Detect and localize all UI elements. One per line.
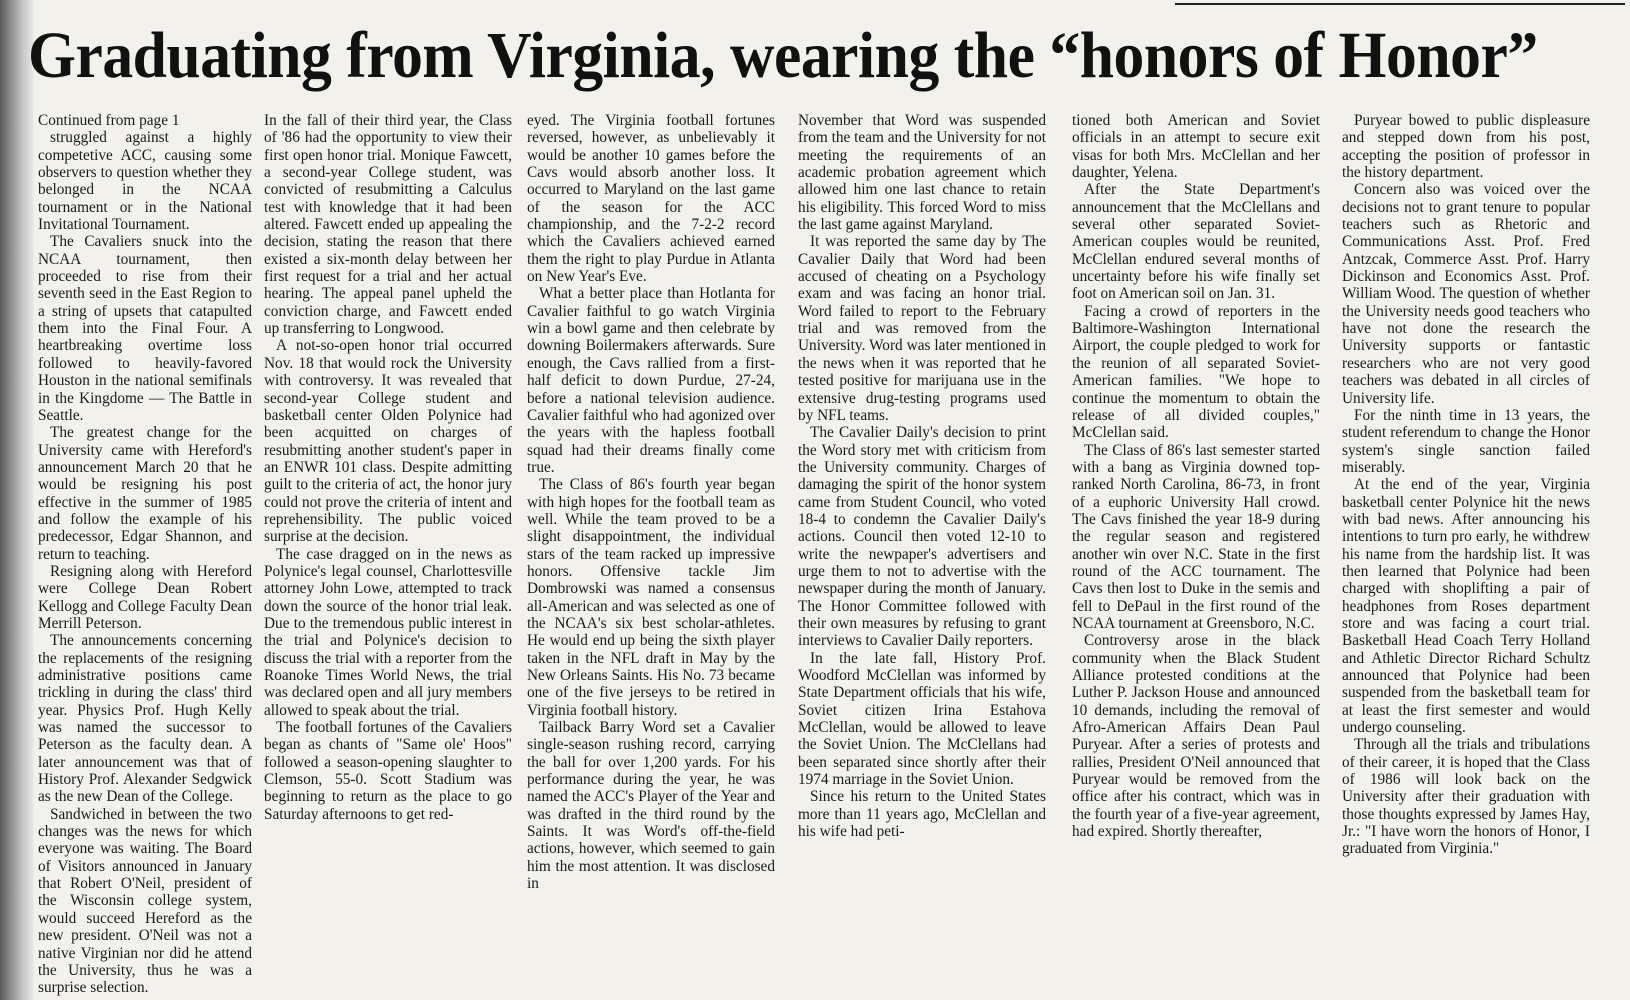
- article-column-6: [1342, 112, 1590, 858]
- article-paragraph: The Cavaliers snuck into the NCAA tournament, then proceeded to rise from their seventh seed in the East Region to a string of upsets that catapulted them into the Final Four. A heartbreaking overtime loss followed to heavily-favored Houston in the national semifinals in the Kingdome — The Battle in Seattle.: [38, 233, 252, 424]
- article-column-4: [798, 112, 1046, 840]
- top-rule: [1175, 3, 1625, 5]
- article-paragraph: What a better place than Hotlanta for Cavalier faithful to go watch Virginia win a bowl game and then celebrate by downing Boilermakers afterwards. Sure enough, the Cavs rallied from a first-half deficit to down Purdue, 27-24, before a national television audience. Cavalier faithful who had agonized over the years with the hapless football squad had their dreams finally come true.: [527, 285, 775, 476]
- article-paragraph: A not-so-open honor trial occurred Nov. 18 that would rock the University with controversy. It was revealed that second-year College student and basketball center Olden Polynice had been acquitted on charges of resubmitting another student's paper in an ENWR 101 class. Despite admitting guilt to the criteria of act, the honor jury could not prove the criteria of intent and reprehensibility. The public voiced surprise at the decision.: [264, 337, 512, 546]
- article-paragraph: Puryear bowed to public displeasure and stepped down from his post, accepting the position of professor in the history department.: [1342, 112, 1590, 182]
- article-paragraph: In the fall of their third year, the Class of '86 had the opportunity to view their first open honor trial. Monique Fawcett, a second-year College student, was convicted of resubmitting a Calculus test with knowledge that it had been altered. Fawcett ended up appealing the decision, stating the reason that there existed a six-month delay between her first request for a trial and her actual hearing. The appeal panel upheld the conviction charge, and Fawcett ended up transferring to Longwood.: [264, 112, 512, 338]
- article-paragraph: Since his return to the United States more than 11 years ago, McClellan and his wife had peti-: [798, 788, 1046, 841]
- article-paragraph: Continued from page 1: [38, 112, 180, 129]
- article-paragraph: Facing a crowd of reporters in the Baltimore-Washington International Airport, the couple pledged to work for the reunion of all separated Soviet-American families. "We hope to continue the momentum to obtain the release of all divided couples," McClellan said.: [1072, 302, 1320, 442]
- article-column-5: [1072, 112, 1320, 840]
- article-paragraph: Sandwiched in between the two changes was the news for which everyone was waiting. The Board of Visitors announced in January that Robert O'Neil, president of the Wisconsin college system, would succeed Hereford as the new president. O'Neil was not a native Virginian nor did he attend the University, thus he was a surprise selection.: [38, 805, 252, 997]
- article-paragraph: It was reported the same day by The Cavalier Daily that Word had been accused of cheating on a Psychology exam and was facing an honor trial. Word failed to report to the February trial and was removed from the University. Word was later mentioned in the news when it was reported that he tested positive for marijuana use in the extensive drug-testing programs used by NFL teams.: [798, 233, 1046, 424]
- article-paragraph: The Class of 86's fourth year began with high hopes for the football team as well. While the team proved to be a slight disappointment, the individual stars of the team racked up impressive honors. Offensive tackle Jim Dombrowski was named a consensus all-American and was selected as one of the NCAA's six best scholar-athletes. He would end up being the sixth player taken in the NFL draft in May by the New Orleans Saints. His No. 73 became one of the five jerseys to be retired in Virginia football history.: [527, 476, 775, 719]
- article-paragraph: In the late fall, History Prof. Woodford McClellan was informed by State Department officials that his wife, Soviet citizen Irina Estahova McClellan, would be allowed to leave the Soviet Union. The McClellans had been separated since shortly after their 1974 marriage in the Soviet Union.: [798, 649, 1046, 789]
- article-column-1: [38, 112, 252, 997]
- article-paragraph: The football fortunes of the Cavaliers began as chants of "Same ole' Hoos" followed a season-opening slaughter to Clemson, 55-0. Scott Stadium was beginning to return as the place to go Saturday afternoons to get red-: [264, 719, 512, 823]
- article-paragraph: struggled against a highly competetive ACC, causing some observers to question whether they belonged in the NCAA tournament or in the National Invitational Tournament.: [38, 129, 252, 234]
- article-paragraph: tioned both American and Soviet officials in an attempt to secure exit visas for both Mrs. McClellan and her daughter, Yelena.: [1072, 112, 1320, 182]
- article-paragraph: The Class of 86's last semester started with a bang as Virginia downed top-ranked North Carolina, 86-73, in front of a euphoric University Hall crowd. The Cavs finished the year 18-9 during the regular season and registered another win over N.C. State in the first round of the ACC tournament. The Cavs then lost to Duke in the semis and fell to DePaul in the first round of the NCAA tournament at Greensboro, N.C.: [1072, 441, 1320, 632]
- article-paragraph: The greatest change for the University came with Hereford's announcement March 20 that he would be resigning his post effective in the summer of 1985 and follow the example of his predecessor, Edgar Shannon, and return to teaching.: [38, 424, 252, 563]
- article-paragraph: Tailback Barry Word set a Cavalier single-season rushing record, carrying the ball for over 1,200 yards. For his performance during the year, he was named the ACC's Player of the Year and was drafted in the third round by the Saints. It was Word's off-the-field actions, however, which seemed to gain him the most attention. It was disclosed in: [527, 719, 775, 893]
- article-paragraph: Through all the trials and tribulations of their career, it is hoped that the Class of 1986 will look back on the University after their graduation with those thoughts expressed by James Hay, Jr.: "I have worn the honors of Honor, I graduated from Virginia.": [1342, 736, 1590, 858]
- article-paragraph: November that Word was suspended from the team and the University for not meeting the requirements of an academic probation agreement which allowed him one last chance to retain his eligibility. This forced Word to miss the last game against Maryland.: [798, 112, 1046, 234]
- article-paragraph: After the State Department's announcement that the McClellans and several other separated Soviet-American couples would be reunited, McClellan endured several months of uncertainty before his wife finally set foot on American soil on Jan. 31.: [1072, 181, 1320, 303]
- article-paragraph: The case dragged on in the news as Polynice's legal counsel, Charlottesville attorney John Lowe, attempted to track down the source of the honor trial leak. Due to the tremendous public interest in the trial and Polynice's decision to discuss the trial with a reporter from the Roanoke Times World News, the trial was declared open and all jury members allowed to speak about the trial.: [264, 545, 512, 719]
- page-gutter-shadow: [0, 0, 34, 1000]
- article-paragraph: Controversy arose in the black community when the Black Student Alliance protested conditions at the Luther P. Jackson House and announced 10 demands, including the removal of Afro-American Affairs Dean Paul Puryear. After a series of protests and rallies, President O'Neil announced that Puryear would be removed from the office after his contract, which was in the fourth year of a five-year agreement, had expired. Shortly thereafter,: [1072, 632, 1320, 841]
- article-paragraph: The announcements concerning the replacements of the resigning administrative positions came trickling in during the class' third year. Physics Prof. Hugh Kelly was named the successor to Peterson as the faculty dean. A later announcement was that of History Prof. Alexander Sedgwick as the new Dean of the College.: [38, 632, 252, 806]
- article-paragraph: At the end of the year, Virginia basketball center Polynice hit the news with bad news. After announcing his intentions to turn pro early, he withdrew his name from the hardship list. It was then learned that Polynice had been charged with shoplifting a pair of headphones from Roses department store and was facing a court trial. Basketball Head Coach Terry Holland and Athletic Director Richard Schultz announced that Polynice had been suspended from the basketball team for at least the first semester and would undergo counseling.: [1342, 476, 1590, 737]
- article-column-3: [527, 112, 775, 892]
- article-paragraph: Concern also was voiced over the decisions not to grant tenure to popular teachers such as Rhetoric and Communications Asst. Prof. Fred Antzcak, Commerce Asst. Prof. Harry Dickinson and Economics Asst. Prof. William Wood. The question of whether the University needs good teachers who have not done the research the University supports or fantastic researchers who are not very good teachers was debated in all circles of University life.: [1342, 181, 1590, 407]
- article-paragraph: For the ninth time in 13 years, the student referendum to change the Honor system's single sanction failed miserably.: [1342, 406, 1590, 476]
- article-paragraph: Resigning along with Hereford were College Dean Robert Kellogg and College Faculty Dean Merrill Peterson.: [38, 562, 252, 632]
- article-column-2: [264, 112, 512, 823]
- headline: Graduating from Virginia, wearing the “honors of Honor”: [28, 19, 1538, 92]
- article-paragraph: eyed. The Virginia football fortunes reversed, however, as unbelievably it would be another 10 games before the Cavs would absorb another loss. It occurred to Maryland on the last game of the season for the ACC championship, and the 7-2-2 record which the Cavaliers achieved earned them the right to play Purdue in Atlanta on New Year's Eve.: [527, 112, 775, 286]
- article-paragraph: The Cavalier Daily's decision to print the Word story met with criticism from the University community. Charges of damaging the spirit of the honor system came from Student Council, who voted 18-4 to condemn the Cavalier Daily's actions. Council then voted 12-10 to write the newpaper's advertisers and urge them to not to advertise with the newspaper during the month of January. The Honor Committee followed with their own measures by refusing to grant interviews to Cavalier Daily reporters.: [798, 424, 1046, 650]
